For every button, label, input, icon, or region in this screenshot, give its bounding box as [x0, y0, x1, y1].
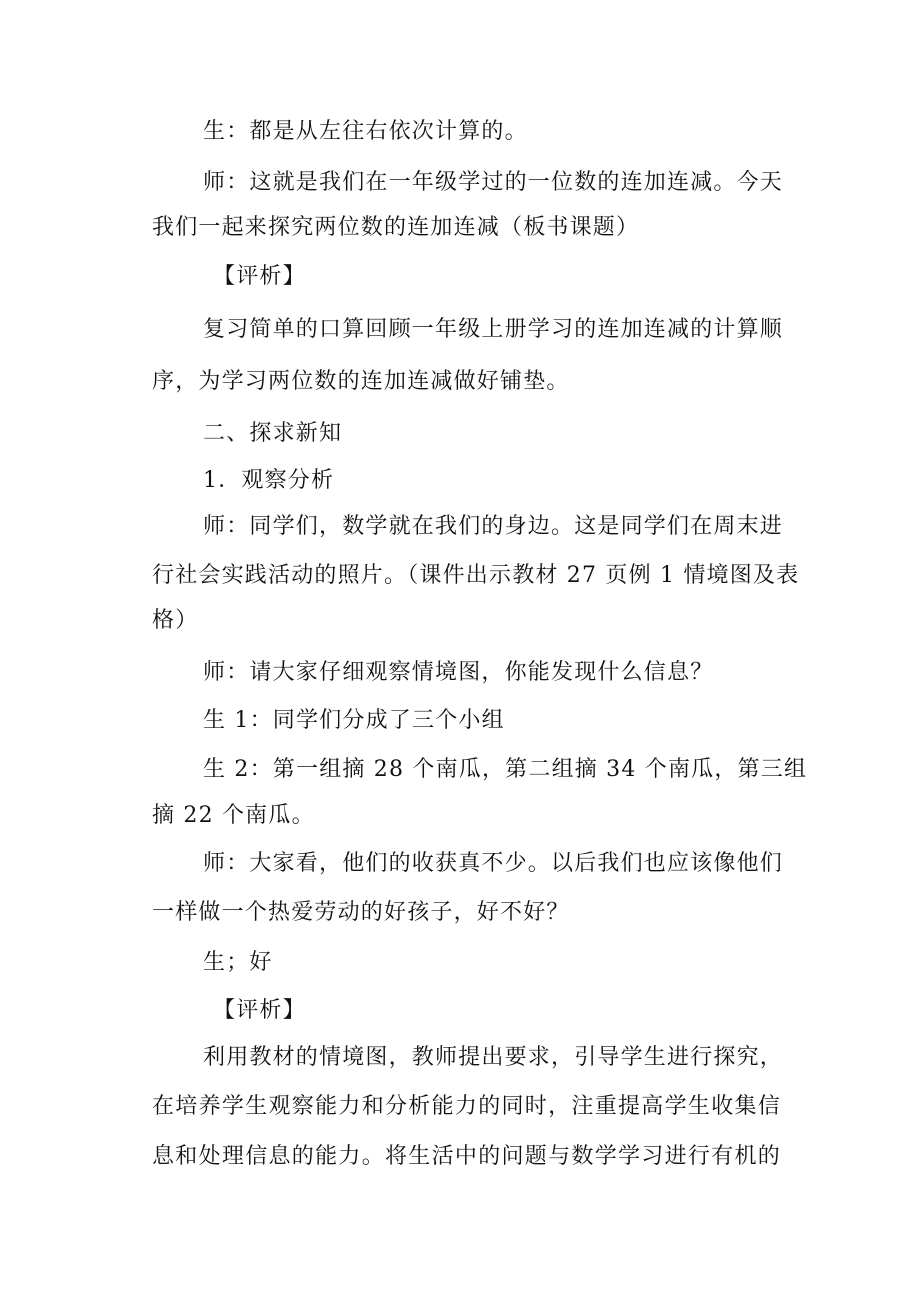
- text-line: 摘 22 个南瓜。: [152, 803, 315, 828]
- text-line: 息和处理信息的能力。将生活中的问题与数学学习进行有机的: [152, 1144, 781, 1169]
- text-line: 我们一起来探究两位数的连加连减（板书课题）: [152, 215, 640, 240]
- text-line: 生 1：同学们分成了三个小组: [203, 708, 505, 733]
- text-line: 行社会实践活动的照片。（课件出示教材 27 页例 1 情境图及表: [152, 563, 800, 588]
- text-line: 序，为学习两位数的连加连减做好铺垫。: [152, 369, 570, 394]
- text-line: 师：同学们，数学就在我们的身边。这是同学们在周末进: [203, 514, 784, 539]
- section-heading: 二、探求新知: [203, 421, 343, 446]
- text-line: 复习简单的口算回顾一年级上册学习的连加连减的计算顺: [203, 317, 784, 342]
- text-line: 生：都是从左往右依次计算的。: [203, 119, 528, 144]
- subsection-heading: 1．观察分析: [203, 468, 335, 493]
- text-line: 师：请大家仔细观察情境图，你能发现什么信息？: [203, 660, 714, 685]
- text-line: 师：大家看，他们的收获真不少。以后我们也应该像他们: [203, 851, 784, 876]
- text-line: 在培养学生观察能力和分析能力的同时，注重提高学生收集信: [152, 1094, 781, 1119]
- section-tag: 【评析】: [213, 264, 306, 289]
- text-line: 格）: [152, 608, 199, 633]
- text-line: 利用教材的情境图，教师提出要求，引导学生进行探究，: [203, 1045, 784, 1070]
- text-line: 生；好: [203, 950, 273, 975]
- section-tag: 【评析】: [213, 998, 306, 1023]
- text-line: 生 2：第一组摘 28 个南瓜，第二组摘 34 个南瓜，第三组: [203, 757, 808, 782]
- text-line: 师：这就是我们在一年级学过的一位数的连加连减。今天: [203, 170, 784, 195]
- text-line: 一样做一个热爱劳动的好孩子，好不好？: [152, 900, 570, 925]
